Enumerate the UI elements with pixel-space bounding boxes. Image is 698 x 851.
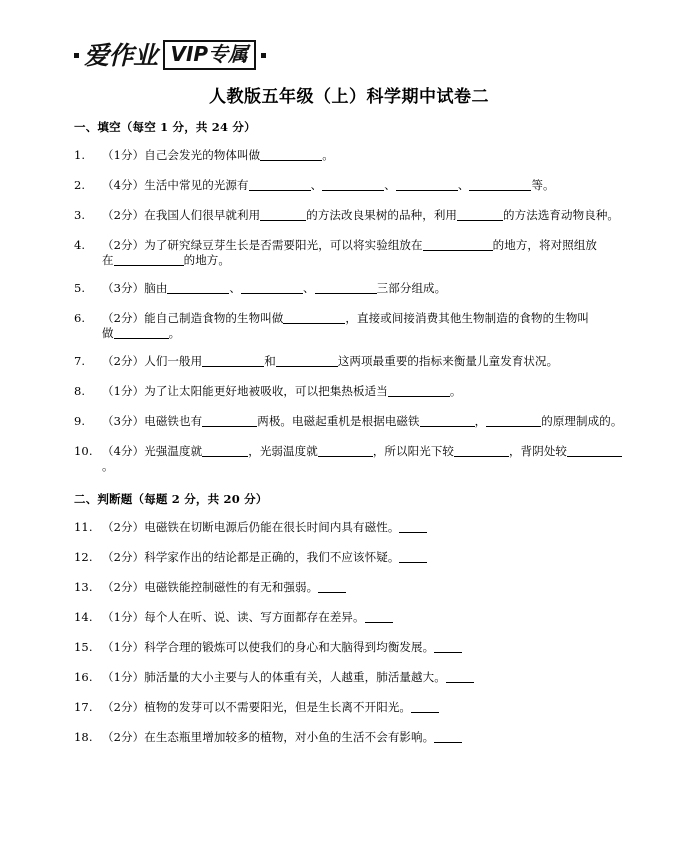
fill-in-blank[interactable] [454,445,509,457]
fill-in-blank[interactable] [469,179,531,191]
question-text [102,384,630,399]
question-text-run: （1分）肺活量的大小主要与人的体重有关，人越重，肺活量越大。 [102,670,446,684]
question-number: 16. [74,670,93,684]
fill-in-blank[interactable] [315,282,377,294]
question-item [74,148,630,163]
question-number: 3. [74,208,86,222]
question-text-run: 。 [168,326,181,340]
fill-in-blank[interactable] [260,149,322,161]
section-heading-true-false: 二、判断题（每题 2 分，共 20 分） [74,492,268,506]
question-text-continuation [102,326,630,341]
answer-blank[interactable] [411,701,439,713]
question-text [102,730,630,745]
question-text-run: 、 [229,281,242,295]
section-heading-fill-in-blank: 一、填空（每空 1 分，共 24 分） [74,120,256,134]
logo-right-dot-icon [261,53,266,58]
question-text-run: ，背阴处较 [509,444,568,458]
fill-in-blank[interactable] [114,327,169,339]
answer-blank[interactable] [365,611,393,623]
fill-in-blank[interactable] [322,179,384,191]
question-text [102,148,630,163]
question-text [102,311,630,326]
question-item [74,640,630,655]
question-item [74,414,630,429]
question-item [74,238,630,268]
fill-in-blank[interactable] [567,445,622,457]
question-text-continuation [102,253,630,268]
question-item [74,730,630,745]
question-text-run: 等。 [531,178,555,192]
question-text [102,670,630,685]
question-item [74,610,630,625]
question-number: 1. [74,148,86,162]
question-text-run: ，光弱温度就 [248,444,318,458]
question-text-run: ， [474,414,487,428]
question-text-run: 和 [264,354,276,368]
question-item [74,281,630,296]
question-text-run: （2分）电磁铁能控制磁性的有无和强弱。 [102,580,319,594]
question-number: 7. [74,354,86,368]
fill-in-blank[interactable] [318,445,373,457]
question-number: 14. [74,610,93,624]
question-number: 18. [74,730,93,744]
fill-in-blank[interactable] [420,415,475,427]
question-text-run: 的方法改良果树的品种，利用 [306,208,458,222]
fill-in-blank[interactable] [423,239,493,251]
question-text-run: 的地方，将对照组放 [492,238,598,252]
question-text-run: 、 [303,281,315,295]
question-text-run: （2分）电磁铁在切断电源后仍能在很长时间内具有磁性。 [102,520,400,534]
question-text-run: （2分）人们一般用 [102,354,203,368]
question-number: 15. [74,640,93,654]
brand-logo [74,38,266,72]
fill-in-blank[interactable] [486,415,541,427]
question-text-run: 两极。电磁起重机是根据电磁铁 [257,414,420,428]
question-number: 6. [74,311,86,325]
fill-in-blank[interactable] [457,209,503,221]
question-text-run: 。 [102,459,114,473]
brand-name: 爱作业 [84,40,158,70]
question-number: 11. [74,520,93,534]
question-text-run: （2分）在我国人们很早就利用 [102,208,261,222]
question-text [102,640,630,655]
fill-in-blank[interactable] [202,415,257,427]
answer-blank[interactable] [399,551,427,563]
question-text-run: 、 [457,178,470,192]
fill-in-blank[interactable] [283,312,345,324]
question-text [102,610,630,625]
question-text-run: 的原理制成的。 [541,414,623,428]
question-text-run: （1分）为了让太阳能更好地被吸收，可以把集热板适当 [102,384,388,398]
question-text-run: 。 [449,384,462,398]
question-text [102,414,630,429]
question-text [102,444,630,474]
question-number: 13. [74,580,93,594]
question-text [102,354,630,369]
question-item [74,444,630,474]
question-item [74,178,630,193]
question-text [102,550,630,565]
question-item [74,550,630,565]
fill-in-blank[interactable] [167,282,229,294]
exam-content [74,120,630,760]
question-text-run: （3分）电磁铁也有 [102,414,203,428]
answer-blank[interactable] [318,581,346,593]
question-number: 9. [74,414,86,428]
question-text [102,520,630,535]
fill-in-blank[interactable] [276,355,338,367]
fill-in-blank[interactable] [260,209,306,221]
answer-blank[interactable] [434,641,462,653]
fill-in-blank[interactable] [396,179,458,191]
answer-blank[interactable] [399,521,427,533]
question-number: 10. [74,444,93,458]
question-text-run: ，直接或间接消费其他生物制造的食物的生物叫 [345,311,590,325]
question-text [102,281,630,296]
answer-blank[interactable] [446,671,474,683]
question-number: 5. [74,281,86,295]
question-text-run: （3分）脑由 [102,281,168,295]
question-item [74,208,630,223]
question-text-run: （2分）在生态瓶里增加较多的植物，对小鱼的生活不会有影响。 [102,730,435,744]
fill-in-blank[interactable] [388,385,450,397]
question-item [74,580,630,595]
fill-in-blank[interactable] [202,355,264,367]
answer-blank[interactable] [434,731,462,743]
question-text [102,580,630,595]
question-item [74,700,630,715]
question-text-run: 的地方。 [183,253,231,267]
question-number: 8. [74,384,86,398]
question-text-run: 的方法选育动物良种。 [503,208,620,222]
question-text-run: 、 [384,178,396,192]
question-number: 2. [74,178,86,192]
question-text-run: 在 [102,253,114,267]
fill-in-blank[interactable] [249,179,311,191]
question-number: 4. [74,238,86,252]
question-text-run: （2分）为了研究绿豆芽生长是否需要阳光，可以将实验组放在 [102,238,423,252]
question-item [74,670,630,685]
question-number: 12. [74,550,93,564]
question-text-run: （2分）植物的发芽可以不需要阳光，但是生长离不开阳光。 [102,700,412,714]
question-text-run: （4分）光强温度就 [102,444,203,458]
question-text-run: 、 [310,178,323,192]
question-text-run: 这两项最重要的指标来衡量儿童发育状况。 [337,354,559,368]
question-text [102,208,630,223]
question-text [102,700,630,715]
vip-badge: VIP专属 [163,40,257,70]
question-text-run: （2分）科学家作出的结论都是正确的，我们不应该怀疑。 [102,550,400,564]
page-title: 人教版五年级（上）科学期中试卷二 [209,87,489,107]
question-text-run: （1分）科学合理的锻炼可以使我们的身心和大脑得到均衡发展。 [102,640,435,654]
fill-in-blank[interactable] [114,254,184,266]
fill-in-blank[interactable] [202,445,248,457]
question-item [74,520,630,535]
question-number: 17. [74,700,93,714]
question-text [102,238,630,253]
question-text-run: 做 [102,326,114,340]
question-text-run: （2分）能自己制造食物的生物叫做 [102,311,284,325]
question-text-run: （4分）生活中常见的光源有 [102,178,249,192]
question-text-run: 三部分组成。 [376,281,447,295]
question-item [74,311,630,341]
question-text-run: （1分）每个人在听、说、读、写方面都存在差异。 [102,610,365,624]
question-item [74,354,630,369]
fill-in-blank[interactable] [241,282,303,294]
logo-left-dot-icon [74,53,79,58]
question-text [102,178,630,193]
question-text-run: 。 [322,148,334,162]
question-text-run: （1分）自己会发光的物体叫做 [102,148,261,162]
question-item [74,384,630,399]
question-text-run: ，所以阳光下较 [372,444,455,458]
